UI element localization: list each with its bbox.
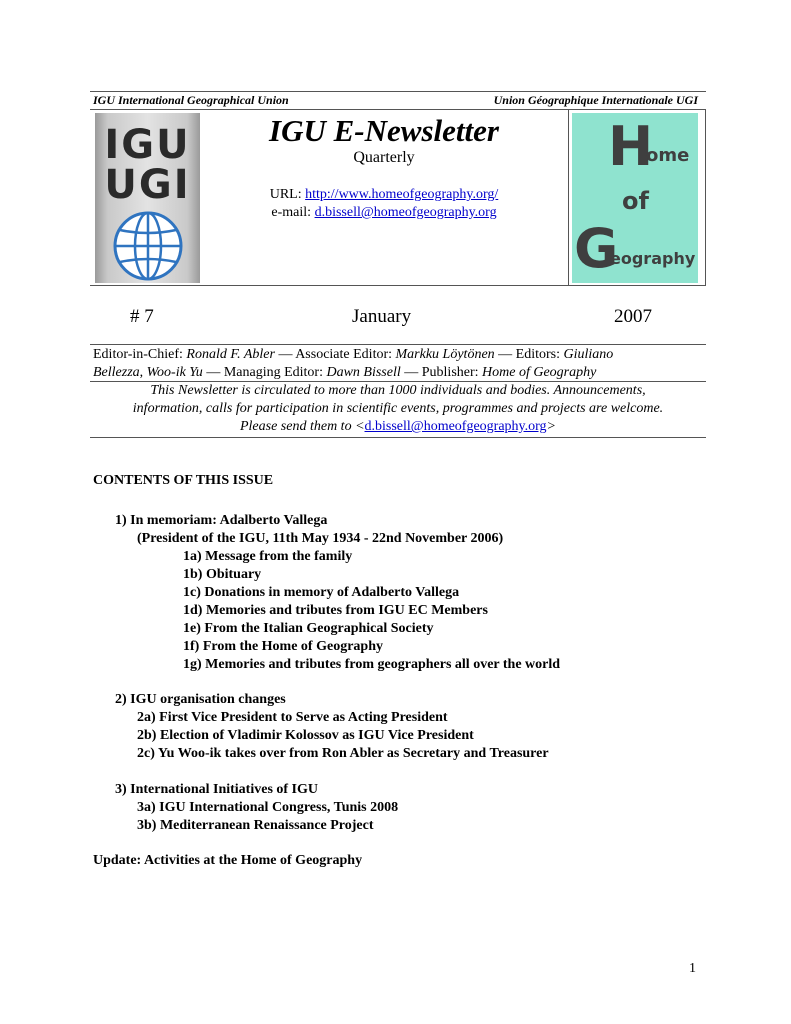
header-top-rule <box>90 91 706 92</box>
list-item: 1f) From the Home of Geography <box>183 639 383 654</box>
email-link[interactable]: d.bissell@homeofgeography.org <box>314 205 497 220</box>
list-item: 1b) Obituary <box>183 567 262 582</box>
update-line: Update: Activities at the Home of Geography <box>93 853 363 868</box>
issue-number: # 7 <box>130 306 154 327</box>
url-label: URL: <box>269 187 306 202</box>
list-item: 3b) Mediterranean Renaissance Project <box>137 818 374 833</box>
list-item: 1c) Donations in memory of Adalberto Vallega <box>183 585 460 600</box>
associate-editor-name: Markku Löytönen <box>395 347 495 362</box>
masthead-divider-left <box>568 110 569 285</box>
editors-top-rule <box>90 344 706 345</box>
hog-ome: ome <box>646 145 690 166</box>
section-1-subtitle: (President of the IGU, 11th May 1934 - 22nd November 2006) <box>137 531 504 546</box>
list-item: 2b) Election of Vladimir Kolossov as IGU Vice President <box>137 728 474 743</box>
hog-h: H <box>608 115 654 178</box>
globe-icon <box>112 210 184 282</box>
notice-close-bracket: > <box>546 419 556 434</box>
newsletter-frequency: Quarterly <box>353 149 415 166</box>
igu-logo-text-1: IGU <box>104 122 191 168</box>
associate-editor-label: — Associate Editor: <box>274 347 396 362</box>
list-item: 2a) First Vice President to Serve as Acting President <box>137 710 448 725</box>
page-number: 1 <box>689 961 696 976</box>
notice-bottom-rule <box>90 437 706 438</box>
editor-in-chief-label: Editor-in-Chief: <box>93 347 187 362</box>
notice-line-3 <box>90 418 706 436</box>
header-bottom-rule <box>90 109 706 110</box>
notice-line-1: This Newsletter is circulated to more than 1000 individuals and bodies. Announcements, <box>150 383 646 398</box>
editor-name-yu: Woo-ik Yu <box>146 365 203 380</box>
notice-email-link[interactable]: d.bissell@homeofgeography.org <box>364 419 547 434</box>
editors-label: — Editors: <box>494 347 564 362</box>
notice-send-text: Please send them to < <box>239 419 365 434</box>
igu-ugi-logo <box>95 113 200 283</box>
list-item: 1e) From the Italian Geographical Society <box>183 621 434 636</box>
editors-line-2 <box>93 364 596 382</box>
url-link[interactable]: http://www.homeofgeography.org/ <box>305 187 499 202</box>
section-3-title: 3) International Initiatives of IGU <box>115 782 318 797</box>
list-item: 2c) Yu Woo-ik takes over from Ron Abler as Secretary and Treasurer <box>137 746 549 761</box>
list-item: 1g) Memories and tributes from geographers all over the world <box>183 657 561 672</box>
contents-heading: CONTENTS OF THIS ISSUE <box>93 473 274 488</box>
email-line <box>200 204 568 221</box>
publisher-label: — Publisher: <box>400 365 483 380</box>
list-item: 1a) Message from the family <box>183 549 353 564</box>
issue-month: January <box>352 306 412 327</box>
section-1-title: 1) In memoriam: Adalberto Vallega <box>115 513 328 528</box>
managing-editor-label: — Managing Editor: <box>202 365 327 380</box>
managing-editor-name: Dawn Bissell <box>326 365 401 380</box>
editors-line-1 <box>93 346 613 364</box>
issue-year: 2007 <box>614 306 652 327</box>
section-2-title: 2) IGU organisation changes <box>115 692 286 707</box>
notice-line-2: information, calls for participation in scientific events, programmes and projects are welcome. <box>132 401 664 416</box>
home-of-geography-logo <box>572 113 698 283</box>
url-line <box>200 186 568 203</box>
masthead-divider-right <box>705 110 706 285</box>
igu-logo-text-2: UGI <box>104 162 191 208</box>
masthead-bottom-rule <box>90 285 706 286</box>
header-right: Union Géographique Internationale UGI <box>493 93 698 107</box>
publisher-name: Home of Geography <box>482 365 597 380</box>
editor-name-giuliano: Giuliano <box>563 347 614 362</box>
email-label: e-mail: <box>271 205 315 220</box>
header-left: IGU International Geographical Union <box>93 93 289 107</box>
editors-separator: , <box>139 365 147 380</box>
editor-in-chief-name: Ronald F. Abler <box>186 347 275 362</box>
list-item: 1d) Memories and tributes from IGU EC Members <box>183 603 488 618</box>
newsletter-title: IGU E-Newsletter <box>269 113 499 148</box>
list-item: 3a) IGU International Congress, Tunis 2008 <box>137 800 399 815</box>
hog-eography: eography <box>610 249 696 268</box>
hog-of: of <box>622 187 649 215</box>
editor-name-bellezza: Bellezza <box>93 365 140 380</box>
hog-g: G <box>574 217 619 280</box>
